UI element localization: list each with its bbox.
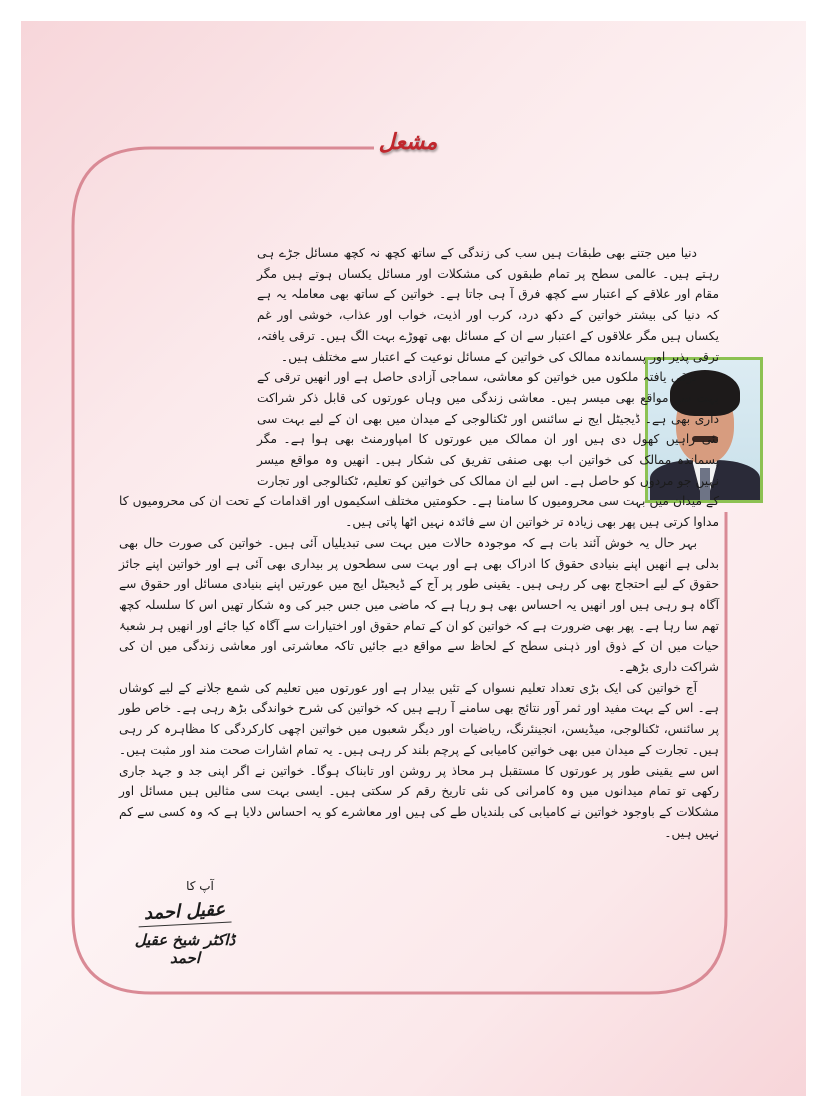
author-name: ڈاکٹر شیخ عقیل احمد (134, 931, 236, 967)
paragraph-4: آج خواتین کی ایک بڑی تعداد تعلیم نسواں کے تئیں بیدار ہے اور عورتوں میں تعلیم کی شمع جلانے کے لیے کوشاں ہے۔ اس کے بہت مفید اور ثمر آور نتائج بھی سامنے آ رہے ہیں کہ خواتین کی شرح خواندگی بڑھ رہی ہے۔ خاص طور پر سائنس، ٹکنالوجی، میڈیسن، انجینئرنگ، ریاضیات اور دیگر شعبوں میں خواتین اچھی کارکردگی کا مظاہرہ کر رہی ہیں۔ تجارت کے میدان میں بھی خواتین کامیابی کے پرچم بلند کر رہی ہیں۔ یہ تمام اشارات صحت مند اور مثبت ہیں۔ اس سے یقینی طور پر عورتوں کا مستقبل ہر محاذ پر روشن اور تابناک ہوگا۔ خواتین نے اگر اپنی جد و جہد جاری رکھی تو تمام میدانوں میں وہ کامرانی کی نئی تاریخ رقم کر سکتی ہیں۔ ایسی بہت سی مثالیں ہیں مسائل اور مشکلات کے باوجود خواتین نے کامیابی کی بلندیاں طے کی ہیں اور معاشرے کو یہ احساس دلایا ہے کہ وہ کسی سے کم نہیں ہیں۔ (119, 680, 719, 840)
article-body (119, 243, 719, 843)
closing-yours: آپ کا (186, 879, 214, 893)
paragraph-2: ترقی یافتہ ملکوں میں خواتین کو معاشی، سماجی آزادی حاصل ہے اور انھیں ترقی کے بہت سے مواقع بھی میسر ہیں۔ معاشی زندگی میں وہاں عورتوں کی قابل ذکر شراکت داری بھی ہے۔ ڈیجیٹل ایج نے سائنس اور ٹکنالوجی کے میدان میں بھی ان کے لیے بہت سی نئی راہیں کھول دی ہیں اور ان ممالک میں عورتوں کا امپاورمنٹ بھی ہوا ہے۔ مگر پسماندہ ممالک کی خواتین اب بھی صنفی تفریق کی شکار ہیں۔ انھیں وہ مواقع میسر نہیں جو مردوں کو حاصل ہے۔ اس لیے ان ممالک کی خواتین کو تعلیم، ٹکنالوجی اور تجارت کے میدان میں بہت سی محرومیوں کا سامنا ہے۔ حکومتیں مختلف اسکیموں اور اقدامات کے تحت ان کی محرومیوں کا مداوا کرتی ہیں پھر بھی زیادہ تر خواتین ان سے فائدہ نہیں اٹھا پاتی ہیں۔ (119, 370, 719, 530)
paragraph-1: دنیا میں جتنے بھی طبقات ہیں سب کی زندگی کے ساتھ کچھ نہ کچھ مسائل جڑے ہی رہتے ہیں۔ عالمی سطح پر تمام طبقوں کی مشکلات اور مسائل یکساں ہوتے ہیں مگر مقام اور علاقے کے اعتبار سے کچھ فرق آ ہی جاتا ہے۔ خواتین کے ساتھ بھی معاملہ یہ ہے کہ دنیا کی بیشتر خواتین کے دکھ درد، کرب اور اذیت، خواب اور عذاب، خوشی اور غم یکساں ہیں مگر علاقوں کے اعتبار سے ان کے مسائل بھی تھوڑے بہت الگ ہیں۔ ترقی یافتہ، ترقی پذیر اور پسماندہ ممالک کی خواتین کے مسائل نوعیت کے اعتبار سے مختلف ہیں۔ (257, 246, 719, 364)
paragraph-3: بہر حال یہ خوش آئند بات ہے کہ موجودہ حالات میں بہت سی تبدیلیاں آئی ہیں۔ خواتین کی صورت حال بھی بدلی ہے انھیں اپنے بنیادی حقوق کا ادراک بھی ہے اور بہت سی سطحوں پر بیداری بھی آئی ہے اور خواتین اپنے جائز حقوق کے لیے احتجاج بھی کر رہی ہیں۔ یقینی طور پر آج کے ڈیجیٹل ایج میں عورتیں اپنے بنیادی مسائل اور حقوق سے آگاہ ہو رہی ہیں اور انھیں یہ احساس بھی ہو رہا ہے کہ ماضی میں جس جبر کی وہ شکار تھیں اس کا سلسلہ کچھ تھم سا رہا ہے۔ پھر بھی ضرورت ہے کہ خواتین کو ان کے تمام حقوق اور اختیارات سے آگاہ کیا جائے اور انھیں ہر شعبۂ حیات میں ان کے ذوق اور ذہنی سطح کے لحاظ سے مواقع دیے جائیں تاکہ معاشرتی اور معاشی زندگی میں ان کی شراکت داری بڑھے۔ (119, 535, 719, 675)
closing-block (125, 879, 245, 967)
author-signature: عقیل احمد (138, 899, 232, 928)
editorial-page (21, 21, 806, 1096)
photo-wrap-spacer (119, 343, 257, 489)
page-title: مشعل (378, 129, 438, 155)
